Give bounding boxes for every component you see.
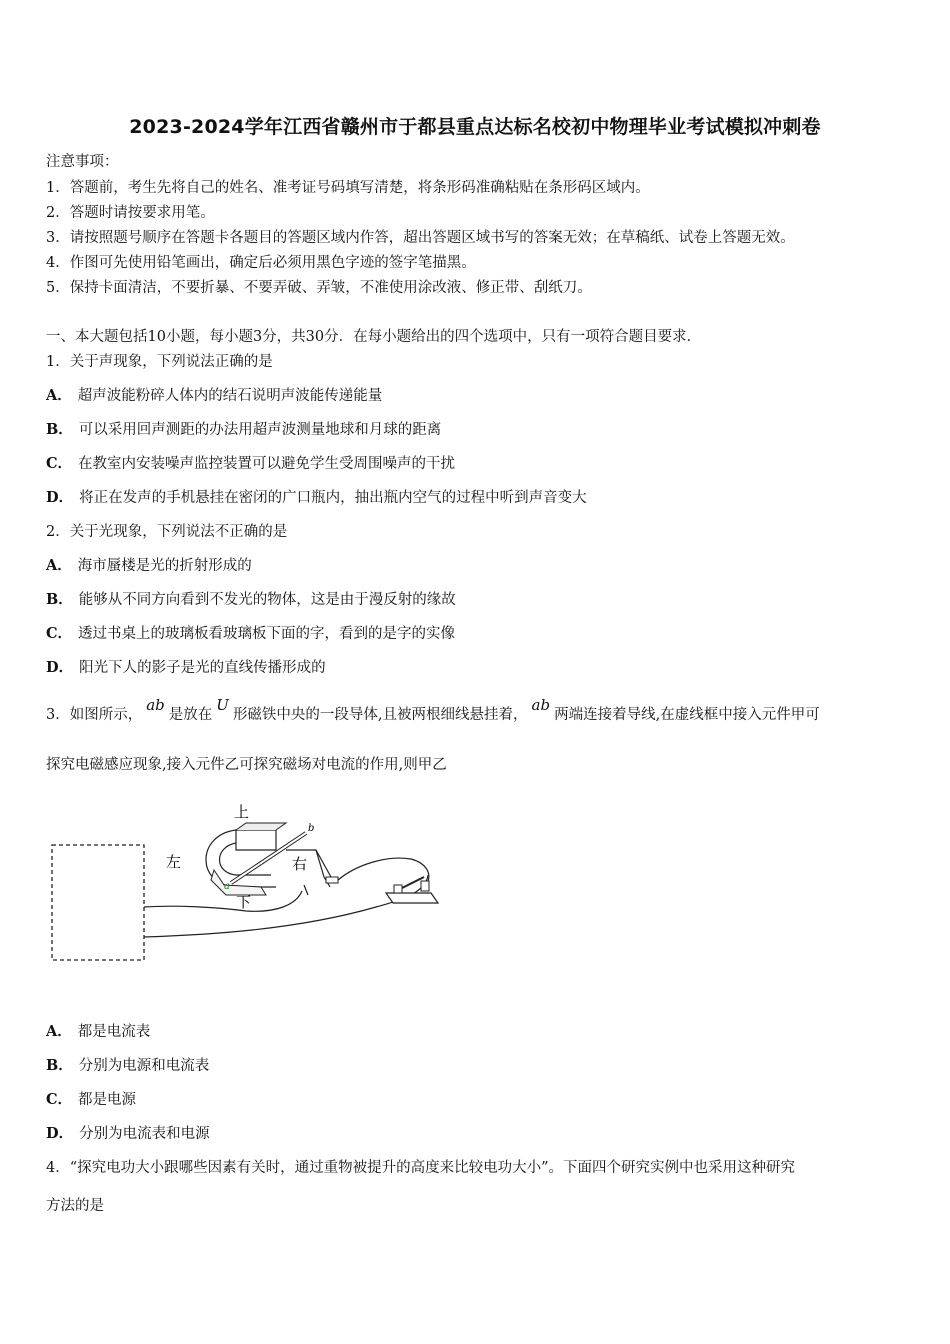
label-down: 下 (236, 893, 252, 911)
switch-contact (421, 881, 429, 891)
q3-option-a (46, 1022, 150, 1042)
q1-option-b (46, 420, 441, 440)
q4-stem-line2: 方法的是 (46, 1198, 104, 1214)
option-text: 分别为电流表和电源 (79, 1126, 210, 1142)
label-up: 上 (234, 803, 250, 821)
exam-title: 2023-2024学年江西省赣州市于都县重点达标名校初中物理毕业考试模拟冲刺卷 (129, 116, 821, 138)
q3-option-c (46, 1090, 136, 1110)
q1-stem: 1．关于声现象，下列说法正确的是 (46, 354, 273, 370)
notice-item-1: 1．答题前，考生先将自己的姓名、准考证号码填写清楚，将条形码准确粘贴在条形码区域内。 (46, 180, 650, 196)
q2-option-a (46, 556, 252, 576)
option-letter: B． (46, 591, 73, 608)
dashed-component-box (52, 845, 144, 960)
option-letter: A． (46, 1023, 72, 1040)
option-letter: C． (46, 455, 73, 472)
label-left: 左 (166, 853, 182, 871)
section-heading: 一、本大题包括10小题，每小题3分，共30分．在每小题给出的四个选项中，只有一项符合题目要求． (46, 329, 702, 345)
q3-text: 形磁铁中央的一段导体,且被两根细线悬挂着， (232, 707, 528, 723)
option-text: 都是电流表 (77, 1024, 151, 1040)
option-letter: A． (46, 387, 72, 404)
terminal-right (326, 877, 338, 883)
option-letter: C． (46, 1091, 73, 1108)
q1-option-a (46, 386, 382, 406)
label-b: b (308, 823, 315, 834)
q4-stem-line1: 4．“探究电功大小跟哪些因素有关时，通过重物被提升的高度来比较电功大小”。下面四个研究实例中也采用这种研究 (46, 1160, 796, 1176)
notice-item-3: 3．请按照题号顺序在答题卡各题目的答题区域内作答，超出答题区域书写的答案无效；在草稿纸、试卷上答题无效。 (46, 230, 795, 246)
q1-option-d (46, 488, 587, 508)
magnet-circuit-diagram (46, 795, 446, 970)
option-text: 将正在发声的手机悬挂在密闭的广口瓶内，抽出瓶内空气的过程中听到声音变大 (79, 490, 587, 506)
option-text: 超声波能粉碎人体内的结石说明声波能传递能量 (77, 388, 383, 404)
option-letter: D． (46, 489, 74, 506)
option-text: 都是电源 (78, 1092, 137, 1108)
q3-text: 两端连接着导线,在虚线框中接入元件甲可 (554, 707, 820, 723)
q3-text: 3．如图所示， (46, 707, 143, 723)
q3-variable-ab: ab (146, 696, 165, 714)
option-letter: B． (46, 1057, 73, 1074)
q2-stem: 2．关于光现象，下列说法不正确的是 (46, 524, 288, 540)
option-text: 阳光下人的影子是光的直线传播形成的 (79, 660, 326, 676)
option-text: 在教室内安装噪声监控装置可以避免学生受周围噪声的干扰 (78, 456, 456, 472)
q3-figure (46, 795, 446, 970)
q1-option-c (46, 454, 455, 474)
wire-to-switch (338, 858, 429, 881)
option-letter: A． (46, 557, 72, 574)
option-letter: D． (46, 659, 74, 676)
switch-base (386, 893, 438, 903)
magnet-base (211, 870, 266, 895)
q3-variable-ab: ab (531, 696, 551, 714)
q2-option-b (46, 590, 456, 610)
switch-post (394, 885, 402, 893)
option-letter: D． (46, 1125, 74, 1142)
wire-upper (144, 891, 302, 911)
q3-stem-line1 (46, 696, 820, 725)
notice-item-2: 2．答题时请按要求用笔。 (46, 205, 215, 221)
magnet-top-pole (236, 830, 276, 850)
q3-text: 是放在 (168, 707, 213, 723)
option-text: 能够从不同方向看到不发光的物体，这是由于漫反射的缘故 (78, 592, 456, 608)
magnet-top-face (236, 823, 286, 830)
q3-option-d (46, 1124, 210, 1144)
q2-option-c (46, 624, 455, 644)
notice-item-5: 5．保持卡面清洁，不要折暴、不要弄破、弄皱，不准使用涂改液、修正带、刮纸刀。 (46, 280, 592, 296)
label-a: a (224, 881, 230, 892)
q3-variable-u: U (216, 696, 229, 714)
q3-option-b (46, 1056, 209, 1076)
option-text: 可以采用回声测距的办法用超声波测量地球和月球的距离 (78, 422, 442, 438)
option-letter: C． (46, 625, 73, 642)
notice-heading: 注意事项： (46, 154, 119, 170)
label-right: 右 (292, 855, 308, 873)
option-letter: B． (46, 421, 73, 438)
q3-stem-line2: 探究电磁感应现象,接入元件乙可探究磁场对电流的作用,则甲乙 (46, 757, 447, 773)
option-text: 分别为电源和电流表 (78, 1058, 210, 1074)
stand-leg (304, 885, 308, 895)
q2-option-d (46, 658, 326, 678)
option-text: 透过书桌上的玻璃板看玻璃板下面的字，看到的是字的实像 (78, 626, 456, 642)
stand-wire-2 (316, 850, 331, 877)
notice-item-4: 4．作图可先使用铅笔画出，确定后必须用黑色字迹的签字笔描黑。 (46, 255, 476, 271)
option-text: 海市蜃楼是光的折射形成的 (77, 558, 252, 574)
